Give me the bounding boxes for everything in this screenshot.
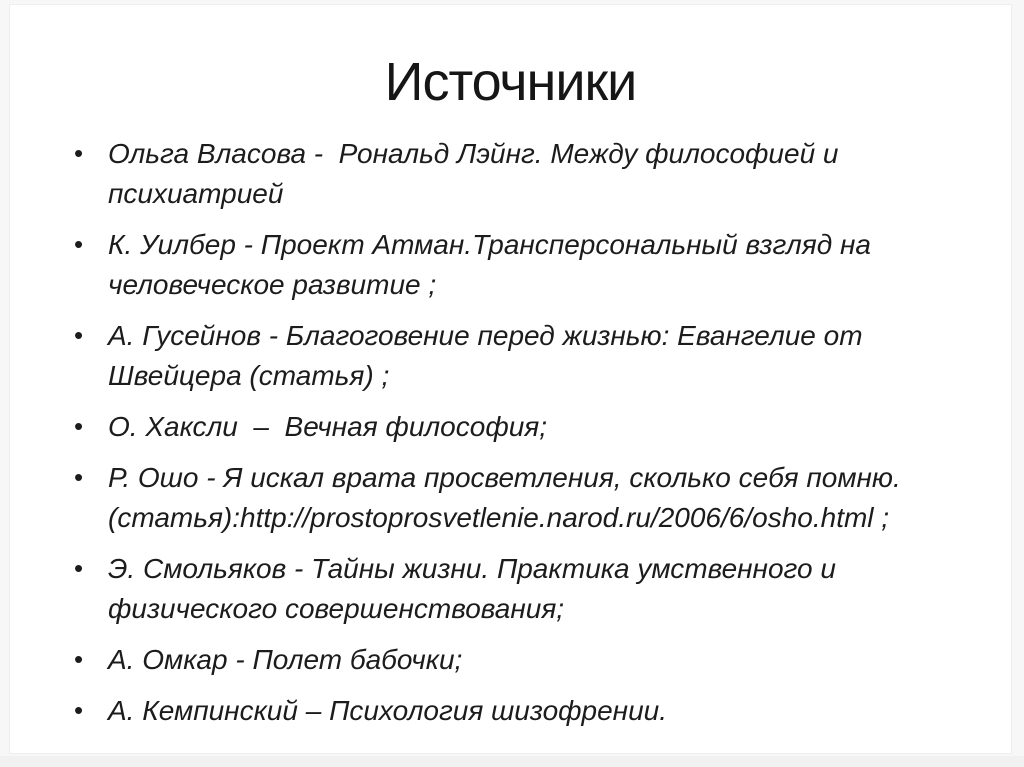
list-item xyxy=(68,407,951,447)
source-entry: А. Гусейнов - Благоговение перед жизнью: Евангелие от Швейцера (статья) ; xyxy=(108,320,871,392)
source-entry: О. Хаксли – Вечная философия; xyxy=(108,411,548,443)
list-item xyxy=(68,640,951,680)
list-item xyxy=(68,316,951,396)
bullet-icon: • xyxy=(74,644,84,675)
slide-title: Источники xyxy=(384,52,637,112)
list-item xyxy=(68,691,951,731)
bullet-icon: • xyxy=(74,553,84,584)
source-entry: А. Омкар - Полет бабочки; xyxy=(108,644,463,676)
source-entry: А. Кемпинский – Психология шизофрении. xyxy=(108,695,668,727)
source-entry: Р. Ошо - Я искал врата просветления, сколько себя помню. (статья):http://prostoprosvetlenie.narod.ru/2006/6/osho.html ; xyxy=(108,462,909,534)
bullet-icon: • xyxy=(74,695,84,726)
source-entry: Ольга Власова - Рональд Лэйнг. Между философией и психиатрией xyxy=(108,138,847,210)
sources-list xyxy=(68,134,951,731)
list-item xyxy=(68,549,951,629)
list-item xyxy=(68,458,951,538)
source-entry: Э. Смольяков - Тайны жизни. Практика умственного и физического совершенствования; xyxy=(108,553,844,625)
bullet-icon: • xyxy=(74,320,84,351)
source-entry: К. Уилбер - Проект Атман.Трансперсональный взгляд на человеческое развитие ; xyxy=(108,229,879,301)
list-item xyxy=(68,225,951,305)
bullet-icon: • xyxy=(74,462,84,493)
bullet-icon: • xyxy=(74,229,84,260)
bullet-icon: • xyxy=(74,138,84,169)
presentation-slide xyxy=(9,4,1012,754)
list-item xyxy=(68,134,951,214)
outside-slide-area xyxy=(0,756,1024,767)
bullet-icon: • xyxy=(74,411,84,442)
